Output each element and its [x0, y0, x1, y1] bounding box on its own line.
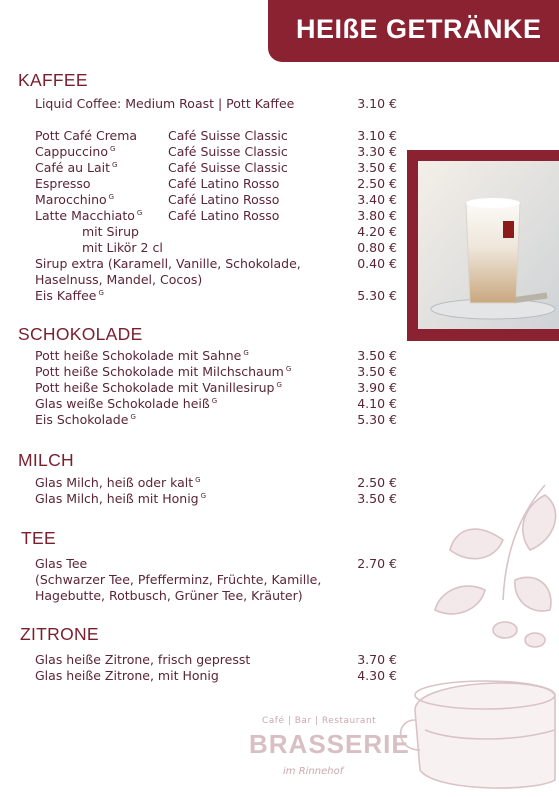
menu-item: Pott heiße Schokolade mit Vanillesirup $^G$ 3.90 € [35, 380, 397, 395]
menu-item: mit Likör 2 cl 0.80 € [82, 240, 397, 255]
section-title-zitrone: ZITRONE [20, 624, 99, 644]
menu-item: mit Sirup 4.20 € [82, 224, 397, 239]
page-title: HEIßE GETRÄNKE [296, 14, 542, 44]
brand-logo: BRASSERIE [249, 729, 410, 759]
menu-item: Glas Milch, heiß oder kalt $^G$ 2.50 € [35, 475, 397, 490]
menu-item: Pott heiße Schokolade mit Sahne $^G$ 3.50 € [35, 348, 397, 363]
menu-item: Glas Tee 2.70 € [35, 556, 397, 571]
logo-subtitle: im Rinnehof [283, 766, 344, 777]
menu-item: (Schwarzer Tee, Pfefferminz, Früchte, Kamille, [35, 572, 322, 587]
menu-item: Eis Schokolade $^G$ 5.30 € [35, 412, 397, 427]
menu-item: Liquid Coffee: Medium Roast | Pott Kaffee 3.10 € [35, 96, 397, 111]
latte-macchiato-photo [418, 161, 559, 329]
section-title-kaffee: KAFFEE [18, 70, 88, 90]
logo-tagline: Café | Bar | Restaurant [262, 716, 377, 726]
menu-item: Haselnuss, Mandel, Cocos) [35, 272, 203, 287]
menu-item: Cappuccino $^G$ Café Suisse Classic 3.30 € [35, 144, 397, 159]
menu-item: Café au Lait $^G$ Café Suisse Classic 3.50 € [35, 160, 397, 175]
menu-item: Glas heiße Zitrone, frisch gepresst 3.70 € [35, 652, 397, 667]
menu-item: Glas weiße Schokolade heiß $^G$ 4.10 € [35, 396, 397, 411]
menu-item: Marocchino $^G$ Café Latino Rosso 3.40 € [35, 192, 397, 207]
section-title-milch: MILCH [18, 450, 74, 470]
menu-item: Espresso Café Latino Rosso 2.50 € [35, 176, 397, 191]
menu-item: Latte Macchiato $^G$ Café Latino Rosso 3.80 € [35, 208, 397, 223]
menu-item: Hagebutte, Rotbusch, Grüner Tee, Kräuter) [35, 588, 303, 603]
section-title-tee: TEE [21, 528, 56, 548]
menu-item: Pott Café Crema Café Suisse Classic 3.10 € [35, 128, 397, 143]
menu-item: Eis Kaffee $^G$ 5.30 € [35, 288, 397, 303]
section-title-schokolade: SCHOKOLADE [18, 324, 143, 344]
coffee-plant-illustration [395, 480, 559, 797]
menu-item: Pott heiße Schokolade mit Milchschaum $^G$ 3.50 € [35, 364, 397, 379]
menu-item: Glas heiße Zitrone, mit Honig 4.30 € [35, 668, 397, 683]
menu-item: Sirup extra (Karamell, Vanille, Schokolade, 0.40 € [35, 256, 397, 271]
menu-item: Glas Milch, heiß mit Honig $^G$ 3.50 € [35, 491, 397, 506]
